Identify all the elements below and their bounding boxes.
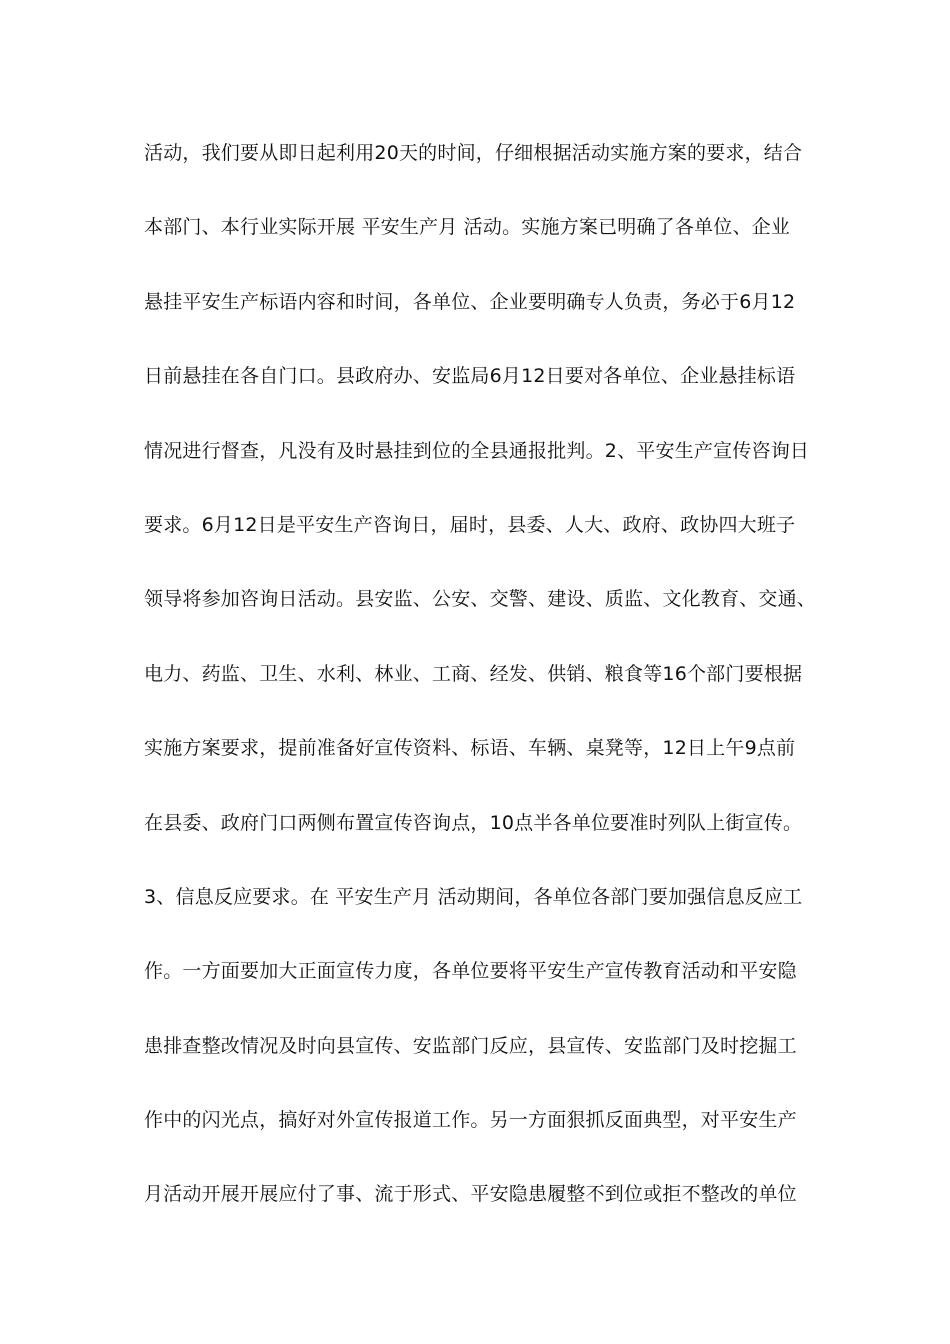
- text-line: 领导将参加咨询日活动。县安监、公安、交警、建设、质监、文化教育、交通、: [144, 588, 817, 611]
- text-line: 情况进行督查，凡没有及时悬挂到位的全县通报批判。2、平安生产宣传咨询日: [144, 439, 810, 462]
- text-line: 在县委、政府门口两侧布置宣传咨询点，10点半各单位要准时列队上街宣传。: [144, 811, 803, 834]
- text-line: 悬挂平安生产标语内容和时间，各单位、企业要明确专人负责，务必于6月12: [144, 290, 796, 313]
- body-text: [144, 134, 817, 1250]
- text-line: 实施方案要求，提前准备好宣传资料、标语、车辆、桌凳等，12日上午9点前: [144, 737, 796, 760]
- text-line: 月活动开展开展应付了事、流于形式、平安隐患履整不到位或拒不整改的单位: [144, 1183, 797, 1206]
- text-line: 3、信息反应要求。在 平安生产月 活动期间，各单位各部门要加强信息反应工: [144, 885, 803, 908]
- text-line: 作中的闪光点，搞好对外宣传报道工作。另一方面狠抓反面典型，对平安生产: [144, 1109, 797, 1132]
- text-line: 作。一方面要加大正面宣传力度，各单位要将平安生产宣传教育活动和平安隐: [144, 960, 797, 983]
- text-line: 本部门、本行业实际开展 平安生产月 活动。实施方案已明确了各单位、企业: [144, 216, 791, 239]
- text-line: 患排查整改情况及时向县宣传、安监部门反应，县宣传、安监部门及时挖掘工: [144, 1034, 797, 1057]
- text-line: 活动，我们要从即日起利用20天的时间，仔细根据活动实施方案的要求，结合: [144, 142, 803, 164]
- text-line: 电力、药监、卫生、水利、林业、工商、经发、供销、粮食等16个部门要根据: [144, 662, 803, 685]
- text-line: 日前悬挂在各自门口。县政府办、安监局6月12日要对各单位、企业悬挂标语: [144, 365, 796, 388]
- text-line: 要求。6月12日是平安生产咨询日，届时，县委、人大、政府、政协四大班子: [144, 513, 796, 536]
